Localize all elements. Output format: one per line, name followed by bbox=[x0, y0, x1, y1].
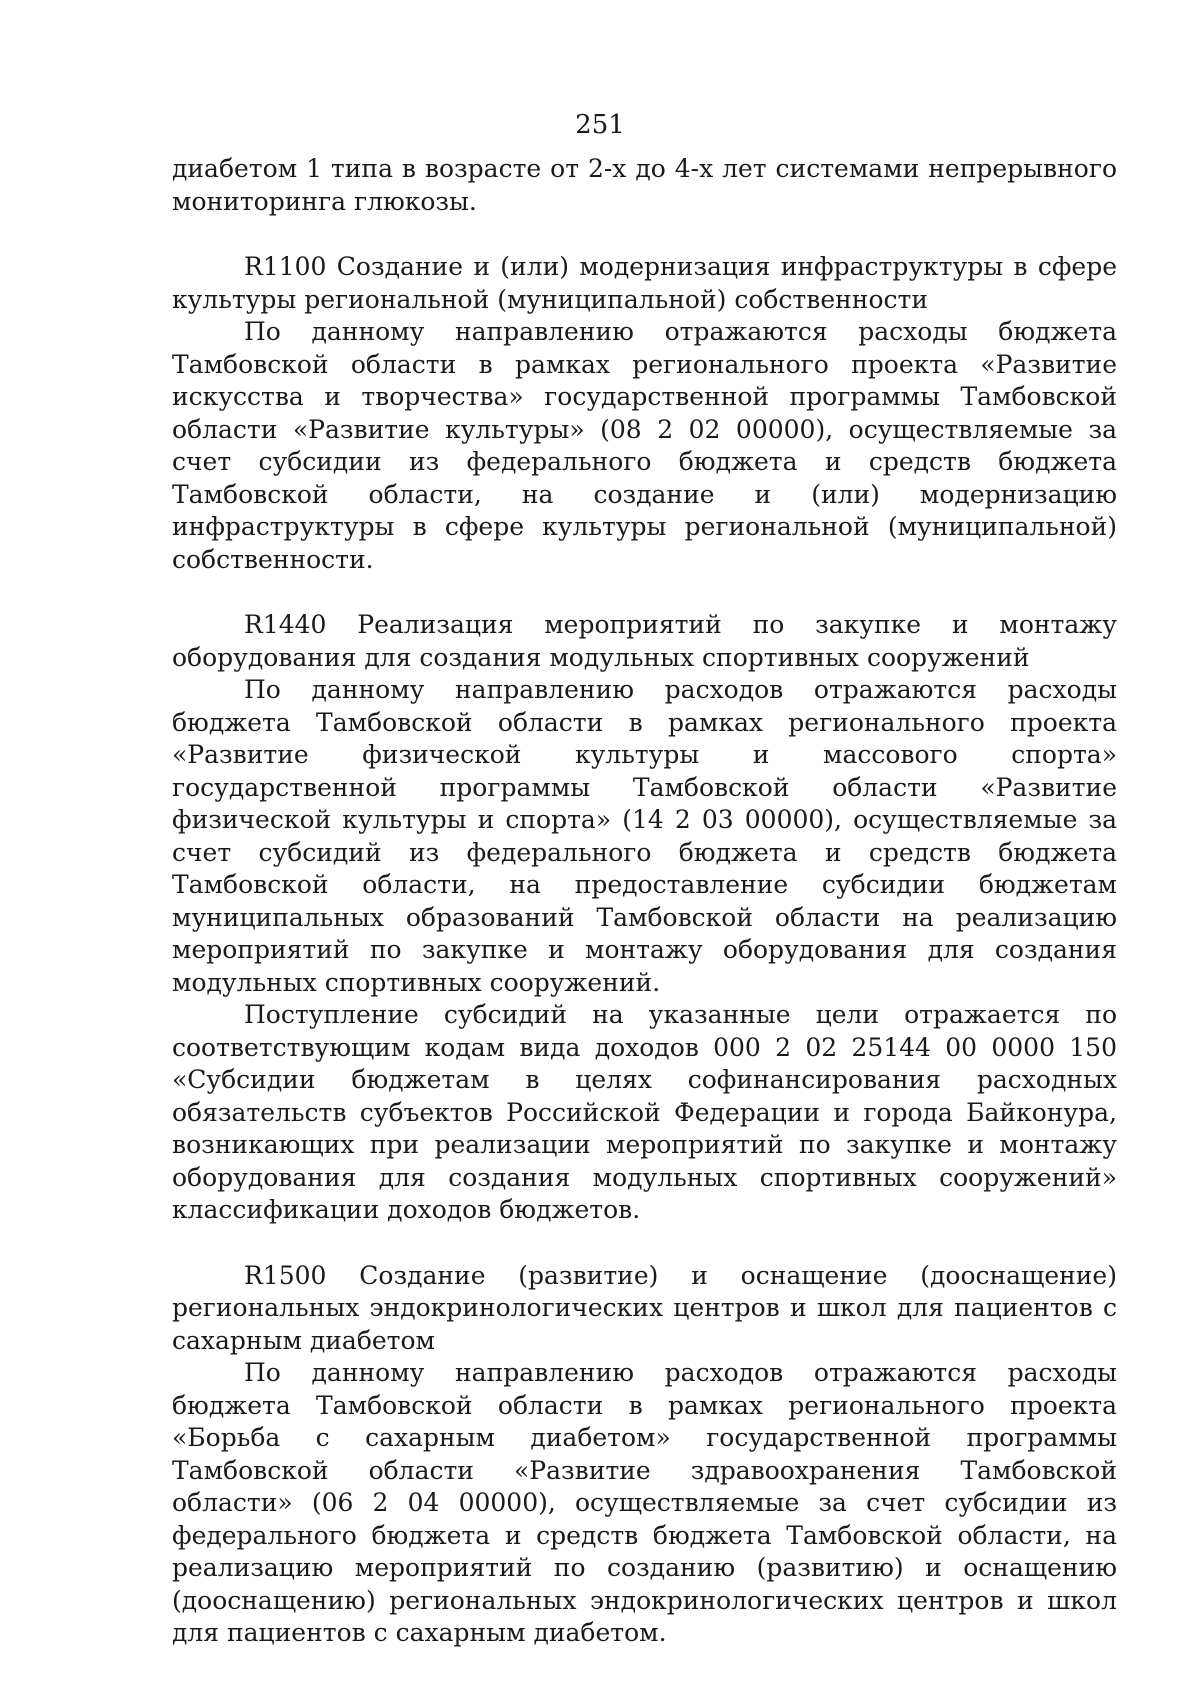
section-heading-r1500: R1500 Создание (развитие) и оснащение (дооснащение) региональных эндокринологических центров и школ для пациентов с сахарным диабетом bbox=[172, 1260, 1117, 1355]
paragraph-r1100-description: По данному направлению отражаются расходы бюджета Тамбовской области в рамках регионального проекта «Развитие искусства и творчества» государственной программы Тамбовской области «Развитие культуры» (08 2 02 00000), осуществляемые за счет субсидии из федерального бюджета и средств бюджета Тамбовской области, на создание и (или) модернизацию инфраструктуры в сфере культуры региональной (муниципальной) собственности. bbox=[172, 317, 1117, 574]
document-body bbox=[172, 153, 1117, 1650]
section-heading-r1100: R1100 Создание и (или) модернизация инфраструктуры в сфере культуры региональной (муниципальной) собственности bbox=[172, 252, 1117, 314]
paragraph-r1440-revenue: Поступление субсидий на указанные цели отражается по соответствующим кодам вида доходов 000 2 02 25144 00 0000 150 «Субсидии бюджетам в целях софинансирования расходных обязательств субъектов Российской Федерации и города Байконура, возникающих при реализации мероприятий по закупке и монтажу оборудования для создания модульных спортивных сооружений» классификации доходов бюджетов. bbox=[172, 1000, 1117, 1224]
paragraph-continuation: диабетом 1 типа в возрасте от 2-х до 4-х лет системами непрерывного мониторинга глюкозы. bbox=[172, 154, 1117, 216]
paragraph-r1500-description: По данному направлению расходов отражаются расходы бюджета Тамбовской области в рамках регионального проекта «Борьба с сахарным диабетом» государственной программы Тамбовской области «Развитие здравоохранения Тамбовской области» (06 2 04 00000), осуществляемые за счет субсидии из федерального бюджета и средств бюджета Тамбовской области, на реализацию мероприятий по созданию (развитию) и оснащению (дооснащению) региональных эндокринологических центров и школ для пациентов с сахарным диабетом. bbox=[172, 1358, 1117, 1647]
paragraph-r1440-description: По данному направлению расходов отражаются расходы бюджета Тамбовской области в рамках регионального проекта «Развитие физической культуры и массового спорта» государственной программы Тамбовской области «Развитие физической культуры и спорта» (14 2 03 00000), осуществляемые за счет субсидий из федерального бюджета и средств бюджета Тамбовской области, на предоставление субсидии бюджетам муниципальных образований Тамбовской области на реализацию мероприятий по закупке и монтажу оборудования для создания модульных спортивных сооружений. bbox=[172, 675, 1117, 997]
section-heading-r1440: R1440 Реализация мероприятий по закупке и монтажу оборудования для создания модульных спортивных сооружений bbox=[172, 610, 1117, 672]
page-number: 251 bbox=[575, 110, 625, 140]
